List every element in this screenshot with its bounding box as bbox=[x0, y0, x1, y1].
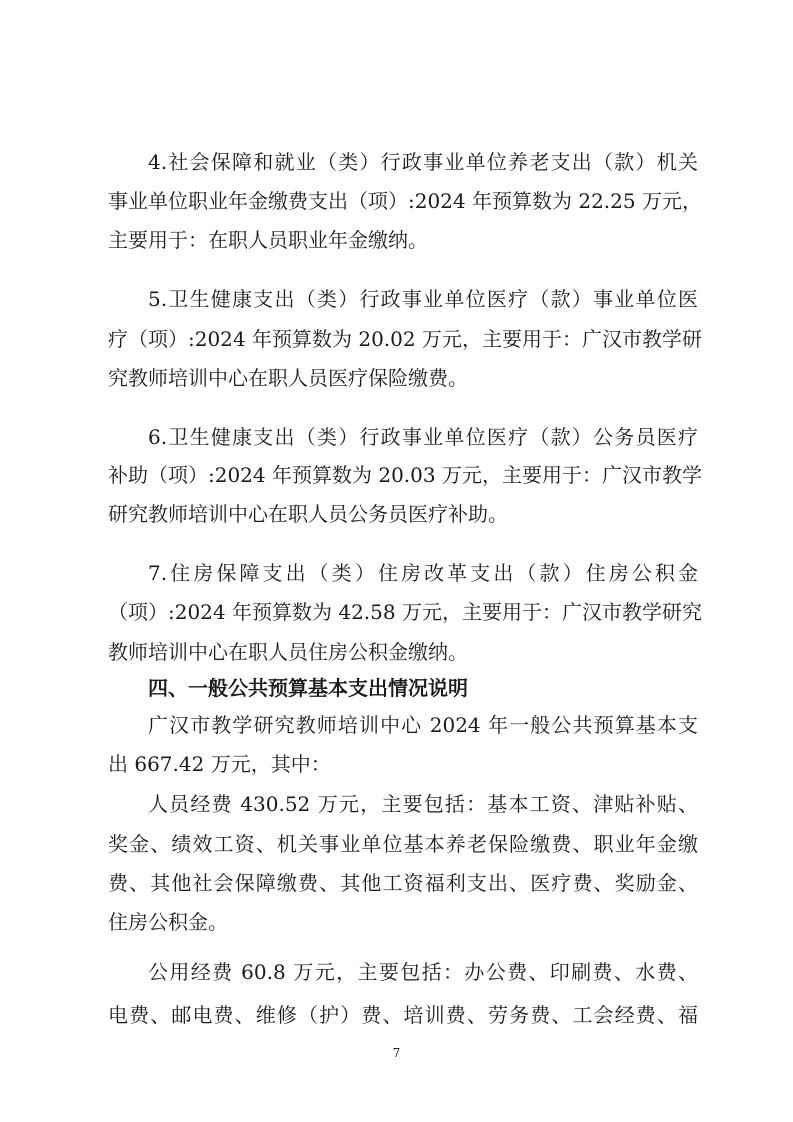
paragraph-5-line-1: 5.卫生健康支出（类）行政事业单位医疗（款）事业单位医 bbox=[148, 287, 698, 311]
personnel-line-1: 人员经费 430.52 万元，主要包括：基本工资、津贴补贴、 bbox=[148, 792, 698, 816]
paragraph-7-line-1: 7.住房保障支出（类）住房改革支出（款）住房公积金 bbox=[148, 561, 698, 585]
intro-line-1: 广汉市教学研究教师培训中心 2024 年一般公共预算基本支 bbox=[148, 713, 698, 737]
personnel-line-4: 住房公积金。 bbox=[108, 910, 228, 934]
paragraph-7-line-2: （项）:2024 年预算数为 42.58 万元，主要用于：广汉市教学研究 bbox=[108, 600, 702, 624]
paragraph-6-line-1: 6.卫生健康支出（类）行政事业单位医疗（款）公务员医疗 bbox=[148, 425, 698, 449]
personnel-line-3: 费、其他社会保障缴费、其他工资福利支出、医疗费、奖励金、 bbox=[108, 871, 698, 895]
paragraph-5-line-3: 究教师培训中心在职人员医疗保险缴费。 bbox=[108, 366, 468, 390]
public-expense-line-1: 公用经费 60.8 万元，主要包括：办公费、印刷费、水费、 bbox=[148, 960, 698, 984]
intro-line-2: 出 667.42 万元，其中： bbox=[108, 752, 331, 776]
paragraph-4-line-1: 4.社会保障和就业（类）行政事业单位养老支出（款）机关 bbox=[148, 150, 698, 174]
paragraph-7-line-3: 教师培训中心在职人员住房公积金缴纳。 bbox=[108, 640, 468, 664]
personnel-line-2: 奖金、绩效工资、机关事业单位基本养老保险缴费、职业年金缴 bbox=[108, 832, 698, 856]
paragraph-6-line-2: 补助（项）:2024 年预算数为 20.03 万元，主要用于：广汉市教学 bbox=[108, 463, 702, 487]
page-number: 7 bbox=[392, 1046, 401, 1060]
section-heading: 四、一般公共预算基本支出情况说明 bbox=[148, 676, 468, 700]
paragraph-6-line-3: 研究教师培训中心在职人员公务员医疗补助。 bbox=[108, 502, 508, 526]
public-expense-line-2: 电费、邮电费、维修（护）费、培训费、劳务费、工会经费、福 bbox=[108, 1003, 698, 1027]
paragraph-5-line-2: 疗（项）:2024 年预算数为 20.02 万元，主要用于：广汉市教学研 bbox=[108, 327, 702, 351]
paragraph-4-line-2: 事业单位职业年金缴费支出（项）:2024 年预算数为 22.25 万元， bbox=[108, 189, 702, 213]
paragraph-4-line-3: 主要用于：在职人员职业年金缴纳。 bbox=[108, 228, 428, 252]
